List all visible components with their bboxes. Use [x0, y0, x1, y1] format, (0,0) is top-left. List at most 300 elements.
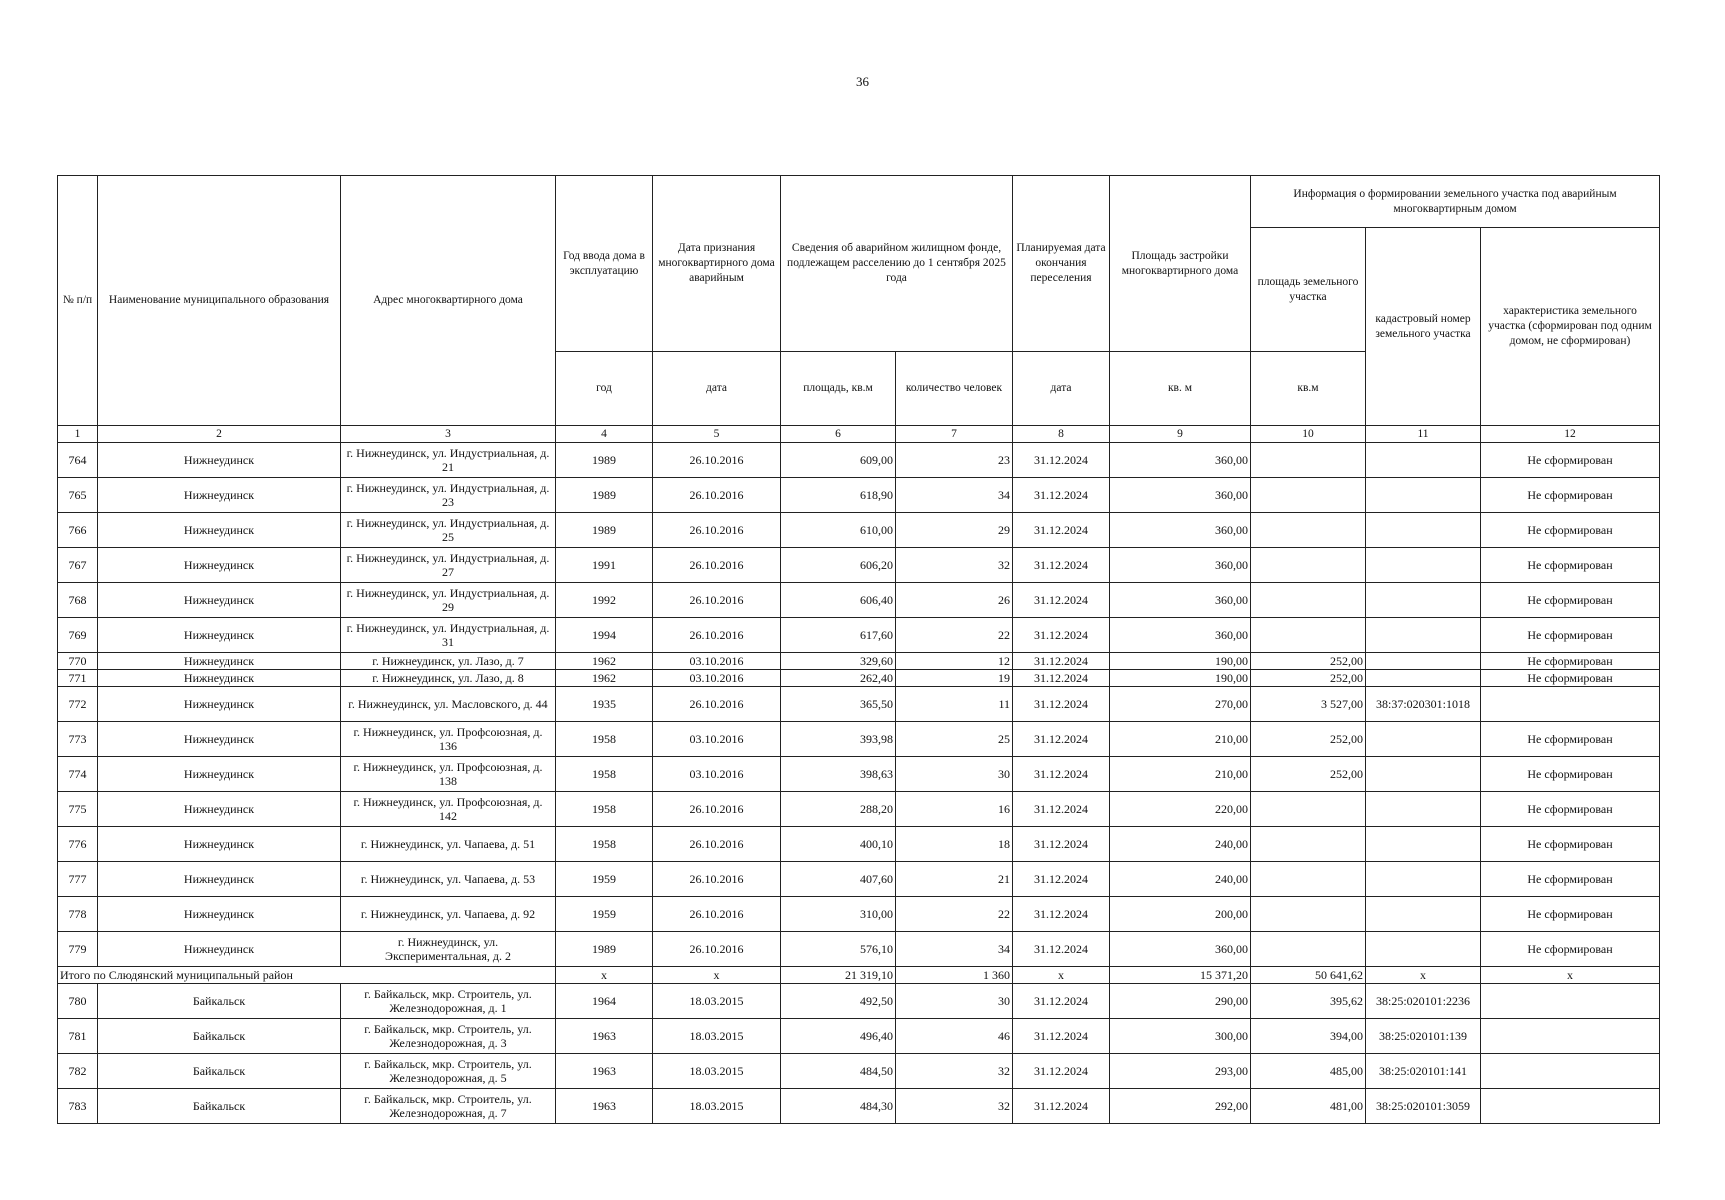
cell-municipality: Нижнеудинск	[98, 687, 341, 722]
cell-emergency-date: 26.10.2016	[653, 827, 781, 862]
cell-built-area: 240,00	[1110, 862, 1251, 897]
cell-built-area: 190,00	[1110, 670, 1251, 687]
cell-address: г. Байкальск, мкр. Строитель, ул. Железнодорожная, д. 3	[341, 1019, 556, 1054]
header-year-in-service: Год ввода дома в эксплуатацию	[556, 176, 653, 352]
header-sub-kvm: кв. м	[1110, 352, 1251, 426]
cell-no: 765	[58, 478, 98, 513]
cell-people: 32	[896, 1054, 1013, 1089]
cell-address: г. Нижнеудинск, ул. Профсоюзная, д. 138	[341, 757, 556, 792]
cell-cadastral	[1366, 478, 1481, 513]
cell-cadastral	[1366, 618, 1481, 653]
cell-emergency-date: 03.10.2016	[653, 722, 781, 757]
header-emergency-date: Дата признания многоквартирного дома аварийным	[653, 176, 781, 352]
total-cell-emergency-date: x	[653, 967, 781, 984]
cell-address: г. Нижнеудинск, ул. Профсоюзная, д. 136	[341, 722, 556, 757]
cell-people: 29	[896, 513, 1013, 548]
total-label: Итого по Слюдянский муниципальный район	[58, 967, 556, 984]
cell-people: 11	[896, 687, 1013, 722]
table-row	[58, 513, 1660, 548]
cell-emergency-date: 03.10.2016	[653, 670, 781, 687]
table-row	[58, 670, 1660, 687]
cell-emergency-date: 26.10.2016	[653, 548, 781, 583]
total-cell-land-area: 50 641,62	[1251, 967, 1366, 984]
table-row	[58, 583, 1660, 618]
column-number: 6	[781, 426, 896, 443]
cell-land-area	[1251, 862, 1366, 897]
cell-emergency-date: 18.03.2015	[653, 1089, 781, 1124]
cell-land-char	[1481, 1089, 1660, 1124]
cell-land-area: 3 527,00	[1251, 687, 1366, 722]
cell-emergency-date: 26.10.2016	[653, 618, 781, 653]
cell-area: 618,90	[781, 478, 896, 513]
cell-cadastral: 38:25:020101:3059	[1366, 1089, 1481, 1124]
cell-land-area	[1251, 618, 1366, 653]
column-number: 8	[1013, 426, 1110, 443]
cell-municipality: Нижнеудинск	[98, 897, 341, 932]
cell-land-char	[1481, 1019, 1660, 1054]
cell-land-area: 252,00	[1251, 653, 1366, 670]
cell-area: 606,20	[781, 548, 896, 583]
cell-emergency-date: 03.10.2016	[653, 653, 781, 670]
cell-cadastral	[1366, 722, 1481, 757]
page-number: 36	[856, 74, 869, 89]
cell-land-area	[1251, 443, 1366, 478]
cell-area: 407,60	[781, 862, 896, 897]
total-row	[58, 967, 1660, 984]
cell-emergency-date: 18.03.2015	[653, 984, 781, 1019]
cell-people: 26	[896, 583, 1013, 618]
cell-year: 1991	[556, 548, 653, 583]
cell-people: 19	[896, 670, 1013, 687]
cell-cadastral: 38:25:020101:2236	[1366, 984, 1481, 1019]
header-cadastral: кадастровый номер земельного участка	[1366, 228, 1481, 426]
cell-built-area: 200,00	[1110, 897, 1251, 932]
cell-land-char	[1481, 984, 1660, 1019]
column-number: 1	[58, 426, 98, 443]
cell-planned-end: 31.12.2024	[1013, 757, 1110, 792]
cell-cadastral	[1366, 670, 1481, 687]
total-cell-built-area: 15 371,20	[1110, 967, 1251, 984]
cell-emergency-date: 18.03.2015	[653, 1054, 781, 1089]
cell-planned-end: 31.12.2024	[1013, 932, 1110, 967]
cell-land-area: 252,00	[1251, 757, 1366, 792]
column-number: 7	[896, 426, 1013, 443]
cell-land-area	[1251, 932, 1366, 967]
cell-emergency-date: 26.10.2016	[653, 513, 781, 548]
cell-municipality: Нижнеудинск	[98, 792, 341, 827]
cell-emergency-date: 26.10.2016	[653, 932, 781, 967]
cell-municipality: Байкальск	[98, 1089, 341, 1124]
cell-no: 773	[58, 722, 98, 757]
cell-cadastral: 38:37:020301:1018	[1366, 687, 1481, 722]
cell-planned-end: 31.12.2024	[1013, 984, 1110, 1019]
cell-area: 610,00	[781, 513, 896, 548]
cell-address: г. Нижнеудинск, ул. Масловского, д. 44	[341, 687, 556, 722]
cell-no: 782	[58, 1054, 98, 1089]
cell-municipality: Нижнеудинск	[98, 827, 341, 862]
cell-year: 1959	[556, 862, 653, 897]
cell-land-char: Не сформирован	[1481, 548, 1660, 583]
cell-no: 780	[58, 984, 98, 1019]
total-cell-people: 1 360	[896, 967, 1013, 984]
cell-address: г. Байкальск, мкр. Строитель, ул. Железнодорожная, д. 5	[341, 1054, 556, 1089]
cell-year: 1963	[556, 1089, 653, 1124]
cell-address: г. Нижнеудинск, ул. Индустриальная, д. 21	[341, 443, 556, 478]
cell-cadastral	[1366, 897, 1481, 932]
column-number: 2	[98, 426, 341, 443]
table-header	[58, 176, 1660, 426]
header-planned-end: Планируемая дата окончания переселения	[1013, 176, 1110, 352]
cell-address: г. Нижнеудинск, ул. Индустриальная, д. 27	[341, 548, 556, 583]
header-land-char: характеристика земельного участка (сформирован под одним домом, не сформирован)	[1481, 228, 1660, 426]
cell-year: 1989	[556, 478, 653, 513]
cell-built-area: 220,00	[1110, 792, 1251, 827]
cell-area: 288,20	[781, 792, 896, 827]
cell-land-char: Не сформирован	[1481, 478, 1660, 513]
cell-land-area	[1251, 478, 1366, 513]
total-cell-planned-end: x	[1013, 967, 1110, 984]
cell-no: 769	[58, 618, 98, 653]
header-emergency-fund: Сведения об аварийном жилищном фонде, подлежащем расселению до 1 сентября 2025 года	[781, 176, 1013, 352]
cell-planned-end: 31.12.2024	[1013, 670, 1110, 687]
cell-planned-end: 31.12.2024	[1013, 722, 1110, 757]
cell-year: 1958	[556, 792, 653, 827]
cell-municipality: Нижнеудинск	[98, 618, 341, 653]
cell-address: г. Нижнеудинск, ул. Чапаева, д. 53	[341, 862, 556, 897]
cell-land-area: 394,00	[1251, 1019, 1366, 1054]
cell-address: г. Нижнеудинск, ул. Экспериментальная, д. 2	[341, 932, 556, 967]
cell-built-area: 360,00	[1110, 932, 1251, 967]
cell-cadastral: 38:25:020101:141	[1366, 1054, 1481, 1089]
cell-land-area: 252,00	[1251, 670, 1366, 687]
cell-area: 329,60	[781, 653, 896, 670]
cell-year: 1962	[556, 670, 653, 687]
cell-area: 310,00	[781, 897, 896, 932]
cell-address: г. Байкальск, мкр. Строитель, ул. Железнодорожная, д. 1	[341, 984, 556, 1019]
cell-emergency-date: 18.03.2015	[653, 1019, 781, 1054]
cell-area: 393,98	[781, 722, 896, 757]
cell-municipality: Нижнеудинск	[98, 653, 341, 670]
cell-land-char: Не сформирован	[1481, 443, 1660, 478]
cell-land-area: 252,00	[1251, 722, 1366, 757]
cell-land-char: Не сформирован	[1481, 792, 1660, 827]
cell-people: 25	[896, 722, 1013, 757]
cell-emergency-date: 26.10.2016	[653, 687, 781, 722]
cell-land-area	[1251, 897, 1366, 932]
cell-planned-end: 31.12.2024	[1013, 583, 1110, 618]
cell-no: 777	[58, 862, 98, 897]
table-row	[58, 618, 1660, 653]
cell-land-char: Не сформирован	[1481, 583, 1660, 618]
cell-area: 576,10	[781, 932, 896, 967]
header-sub-year: год	[556, 352, 653, 426]
cell-area: 365,50	[781, 687, 896, 722]
cell-address: г. Нижнеудинск, ул. Лазо, д. 7	[341, 653, 556, 670]
cell-land-char: Не сформирован	[1481, 862, 1660, 897]
cell-cadastral	[1366, 932, 1481, 967]
cell-address: г. Нижнеудинск, ул. Индустриальная, д. 29	[341, 583, 556, 618]
cell-land-char: Не сформирован	[1481, 653, 1660, 670]
cell-land-char: Не сформирован	[1481, 827, 1660, 862]
header-sub-date2: дата	[1013, 352, 1110, 426]
total-cell-land-char: x	[1481, 967, 1660, 984]
cell-built-area: 190,00	[1110, 653, 1251, 670]
cell-year: 1989	[556, 443, 653, 478]
cell-municipality: Байкальск	[98, 1019, 341, 1054]
cell-area: 609,00	[781, 443, 896, 478]
table-body	[58, 426, 1660, 1124]
cell-municipality: Нижнеудинск	[98, 862, 341, 897]
cell-planned-end: 31.12.2024	[1013, 1089, 1110, 1124]
cell-cadastral	[1366, 653, 1481, 670]
table-row	[58, 827, 1660, 862]
table-row	[58, 984, 1660, 1019]
table-row	[58, 862, 1660, 897]
cell-land-area: 395,62	[1251, 984, 1366, 1019]
cell-land-area	[1251, 548, 1366, 583]
cell-year: 1959	[556, 897, 653, 932]
cell-cadastral	[1366, 513, 1481, 548]
cell-built-area: 360,00	[1110, 478, 1251, 513]
cell-planned-end: 31.12.2024	[1013, 792, 1110, 827]
cell-land-area: 481,00	[1251, 1089, 1366, 1124]
column-number: 4	[556, 426, 653, 443]
cell-address: г. Нижнеудинск, ул. Индустриальная, д. 25	[341, 513, 556, 548]
cell-people: 46	[896, 1019, 1013, 1054]
cell-cadastral	[1366, 548, 1481, 583]
column-number: 12	[1481, 426, 1660, 443]
cell-people: 16	[896, 792, 1013, 827]
cell-people: 34	[896, 478, 1013, 513]
column-number: 11	[1366, 426, 1481, 443]
cell-area: 262,40	[781, 670, 896, 687]
cell-land-char	[1481, 687, 1660, 722]
cell-people: 18	[896, 827, 1013, 862]
cell-no: 764	[58, 443, 98, 478]
header-address: Адрес многоквартирного дома	[341, 176, 556, 426]
table-row	[58, 653, 1660, 670]
cell-people: 30	[896, 757, 1013, 792]
cell-land-area	[1251, 513, 1366, 548]
cell-land-area	[1251, 583, 1366, 618]
cell-address: г. Нижнеудинск, ул. Лазо, д. 8	[341, 670, 556, 687]
cell-people: 12	[896, 653, 1013, 670]
cell-planned-end: 31.12.2024	[1013, 478, 1110, 513]
cell-cadastral	[1366, 792, 1481, 827]
total-cell-area: 21 319,10	[781, 967, 896, 984]
cell-built-area: 360,00	[1110, 513, 1251, 548]
cell-no: 770	[58, 653, 98, 670]
column-number: 3	[341, 426, 556, 443]
table-row	[58, 548, 1660, 583]
cell-no: 766	[58, 513, 98, 548]
cell-planned-end: 31.12.2024	[1013, 513, 1110, 548]
cell-municipality: Нижнеудинск	[98, 757, 341, 792]
cell-year: 1958	[556, 722, 653, 757]
header-sub-kvm2: кв.м	[1251, 352, 1366, 426]
cell-year: 1994	[556, 618, 653, 653]
header-land-area: площадь земельного участка	[1251, 228, 1366, 352]
table-row	[58, 897, 1660, 932]
total-cell-cadastral: x	[1366, 967, 1481, 984]
cell-address: г. Нижнеудинск, ул. Профсоюзная, д. 142	[341, 792, 556, 827]
cell-planned-end: 31.12.2024	[1013, 653, 1110, 670]
cell-cadastral	[1366, 827, 1481, 862]
cell-no: 779	[58, 932, 98, 967]
column-number: 10	[1251, 426, 1366, 443]
cell-year: 1935	[556, 687, 653, 722]
cell-cadastral	[1366, 583, 1481, 618]
cell-no: 778	[58, 897, 98, 932]
header-sub-date: дата	[653, 352, 781, 426]
cell-built-area: 300,00	[1110, 1019, 1251, 1054]
cell-land-char: Не сформирован	[1481, 722, 1660, 757]
cell-built-area: 240,00	[1110, 827, 1251, 862]
cell-area: 484,30	[781, 1089, 896, 1124]
cell-year: 1963	[556, 1019, 653, 1054]
cell-area: 400,10	[781, 827, 896, 862]
cell-planned-end: 31.12.2024	[1013, 1054, 1110, 1089]
cell-cadastral	[1366, 757, 1481, 792]
cell-area: 398,63	[781, 757, 896, 792]
cell-land-char: Не сформирован	[1481, 757, 1660, 792]
cell-emergency-date: 26.10.2016	[653, 862, 781, 897]
cell-no: 767	[58, 548, 98, 583]
cell-area: 606,40	[781, 583, 896, 618]
cell-land-char: Не сформирован	[1481, 513, 1660, 548]
cell-emergency-date: 26.10.2016	[653, 897, 781, 932]
cell-built-area: 270,00	[1110, 687, 1251, 722]
cell-land-char	[1481, 1054, 1660, 1089]
table-row	[58, 757, 1660, 792]
header-no: № п/п	[58, 176, 98, 426]
cell-address: г. Нижнеудинск, ул. Чапаева, д. 51	[341, 827, 556, 862]
cell-land-char: Не сформирован	[1481, 932, 1660, 967]
cell-land-area	[1251, 827, 1366, 862]
cell-people: 32	[896, 548, 1013, 583]
cell-land-area	[1251, 792, 1366, 827]
cell-built-area: 360,00	[1110, 618, 1251, 653]
cell-municipality: Нижнеудинск	[98, 443, 341, 478]
cell-cadastral	[1366, 862, 1481, 897]
cell-year: 1964	[556, 984, 653, 1019]
table-row	[58, 478, 1660, 513]
header-built-area: Площадь застройки многоквартирного дома	[1110, 176, 1251, 352]
table-row	[58, 932, 1660, 967]
cell-year: 1989	[556, 513, 653, 548]
column-numbers-row	[58, 426, 1660, 443]
cell-year: 1962	[556, 653, 653, 670]
cell-cadastral: 38:25:020101:139	[1366, 1019, 1481, 1054]
cell-year: 1963	[556, 1054, 653, 1089]
cell-emergency-date: 26.10.2016	[653, 583, 781, 618]
cell-emergency-date: 26.10.2016	[653, 792, 781, 827]
cell-no: 768	[58, 583, 98, 618]
cell-address: г. Нижнеудинск, ул. Чапаева, д. 92	[341, 897, 556, 932]
cell-land-char: Не сформирован	[1481, 618, 1660, 653]
header-land-info: Информация о формировании земельного участка под аварийным многоквартирным домом	[1251, 176, 1660, 228]
cell-municipality: Байкальск	[98, 1054, 341, 1089]
cell-land-char: Не сформирован	[1481, 670, 1660, 687]
cell-built-area: 360,00	[1110, 443, 1251, 478]
cell-municipality: Нижнеудинск	[98, 722, 341, 757]
table-row	[58, 1089, 1660, 1124]
cell-planned-end: 31.12.2024	[1013, 862, 1110, 897]
cell-year: 1989	[556, 932, 653, 967]
cell-no: 781	[58, 1019, 98, 1054]
cell-planned-end: 31.12.2024	[1013, 548, 1110, 583]
cell-people: 21	[896, 862, 1013, 897]
cell-year: 1958	[556, 827, 653, 862]
table-row	[58, 792, 1660, 827]
column-number: 9	[1110, 426, 1251, 443]
table-row	[58, 687, 1660, 722]
emergency-housing-table	[57, 175, 1660, 1124]
cell-municipality: Нижнеудинск	[98, 478, 341, 513]
column-number: 5	[653, 426, 781, 443]
cell-address: г. Нижнеудинск, ул. Индустриальная, д. 31	[341, 618, 556, 653]
cell-area: 492,50	[781, 984, 896, 1019]
cell-area: 617,60	[781, 618, 896, 653]
cell-no: 774	[58, 757, 98, 792]
cell-no: 775	[58, 792, 98, 827]
cell-built-area: 290,00	[1110, 984, 1251, 1019]
cell-built-area: 210,00	[1110, 722, 1251, 757]
cell-year: 1992	[556, 583, 653, 618]
table-row	[58, 1054, 1660, 1089]
cell-built-area: 360,00	[1110, 583, 1251, 618]
cell-area: 496,40	[781, 1019, 896, 1054]
cell-people: 22	[896, 618, 1013, 653]
cell-address: г. Нижнеудинск, ул. Индустриальная, д. 23	[341, 478, 556, 513]
cell-built-area: 293,00	[1110, 1054, 1251, 1089]
cell-planned-end: 31.12.2024	[1013, 827, 1110, 862]
cell-municipality: Нижнеудинск	[98, 670, 341, 687]
cell-people: 34	[896, 932, 1013, 967]
table-row	[58, 443, 1660, 478]
cell-built-area: 210,00	[1110, 757, 1251, 792]
header-municipality: Наименование муниципального образования	[98, 176, 341, 426]
cell-year: 1958	[556, 757, 653, 792]
table-row	[58, 722, 1660, 757]
cell-planned-end: 31.12.2024	[1013, 443, 1110, 478]
header-sub-people: количество человек	[896, 352, 1013, 426]
cell-planned-end: 31.12.2024	[1013, 897, 1110, 932]
header-sub-area: площадь, кв.м	[781, 352, 896, 426]
cell-people: 30	[896, 984, 1013, 1019]
cell-emergency-date: 26.10.2016	[653, 478, 781, 513]
cell-people: 22	[896, 897, 1013, 932]
cell-built-area: 292,00	[1110, 1089, 1251, 1124]
cell-municipality: Нижнеудинск	[98, 932, 341, 967]
emergency-housing-table-wrapper	[57, 175, 1659, 1124]
cell-no: 771	[58, 670, 98, 687]
cell-planned-end: 31.12.2024	[1013, 1019, 1110, 1054]
table-row	[58, 1019, 1660, 1054]
cell-land-char: Не сформирован	[1481, 897, 1660, 932]
cell-municipality: Байкальск	[98, 984, 341, 1019]
cell-land-area: 485,00	[1251, 1054, 1366, 1089]
cell-planned-end: 31.12.2024	[1013, 618, 1110, 653]
cell-municipality: Нижнеудинск	[98, 548, 341, 583]
total-cell-year: x	[556, 967, 653, 984]
cell-municipality: Нижнеудинск	[98, 513, 341, 548]
cell-planned-end: 31.12.2024	[1013, 687, 1110, 722]
cell-people: 32	[896, 1089, 1013, 1124]
cell-no: 776	[58, 827, 98, 862]
cell-no: 772	[58, 687, 98, 722]
cell-no: 783	[58, 1089, 98, 1124]
